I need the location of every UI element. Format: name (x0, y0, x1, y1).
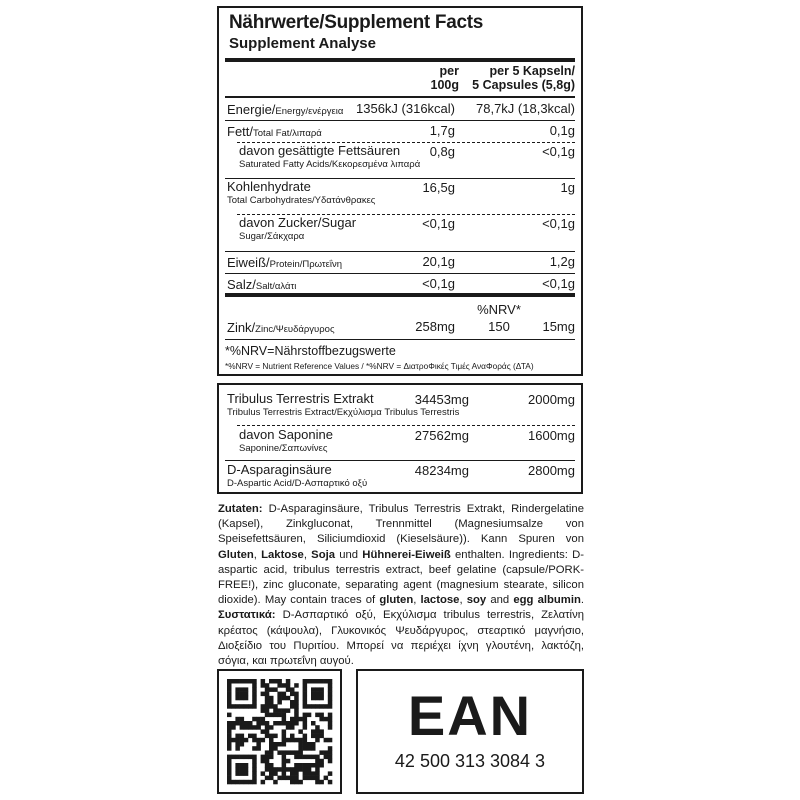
qr-code-icon (219, 671, 340, 792)
value-capsules: 2000mg (528, 392, 575, 407)
value-100g: 27562mg (414, 428, 469, 443)
value-100g: 1356kJ (316kcal) (356, 101, 455, 116)
value-100g: 0,8g (429, 144, 455, 159)
qr-code-box (217, 669, 342, 794)
value-capsules: 1g (560, 180, 575, 195)
table-row: Kohlenhydrate Total Carbohydrates/Υδατάνθρακες (227, 179, 376, 206)
col-header-100g: per 100g (430, 64, 459, 92)
facts-title: Nährwerte/Supplement Facts (229, 12, 484, 33)
value-capsules: 1600mg (528, 428, 575, 443)
value-100g: 1,7g (429, 123, 455, 138)
footnote: *%NRV=Nährstoffbezugswerte (225, 344, 396, 358)
table-row: davon Zucker/Sugar Sugar/Σάκχαρα (239, 215, 357, 242)
value-capsules: <0,1g (542, 276, 575, 291)
facts-subtitle: Supplement Analyse (229, 35, 376, 52)
value-100g: 48234mg (414, 463, 469, 478)
table-row: Energie/Energy/ενέργεια (227, 102, 344, 117)
value-100g: 34453mg (414, 392, 469, 407)
value-capsules: 78,7kJ (18,3kcal) (476, 101, 575, 116)
table-row: davon gesättigte Fettsäuren Saturated Fatty Acids/Κεκορεσμένα λιπαρά (239, 143, 421, 170)
table-row: Salz/Salt/αλάτι (227, 277, 297, 292)
table-row: Tribulus Terrestris Extrakt Tribulus Terrestris Extract/Εκχύλισμα Tribulus Terrestris (227, 391, 460, 418)
value-100g: <0,1g (422, 276, 455, 291)
header-divider (225, 96, 575, 98)
table-row: Zink/Zinc/Ψευδάργυρος (227, 320, 335, 335)
nutrition-facts-panel (217, 6, 583, 376)
footnote-small: *%NRV = Nutrient Reference Values / *%NRV = ΔιατροΦικές Τιμές ΑναΦοράς (ΔΤΑ) (225, 361, 534, 371)
ingredients-label-de: Zutaten: (218, 503, 263, 515)
ean-number: 42 500 313 3084 3 (394, 751, 546, 771)
actives-panel (217, 383, 583, 494)
value-100g: 20,1g (422, 254, 455, 269)
value-capsules: 1,2g (549, 254, 575, 269)
nrv-header: %NRV* (477, 302, 521, 317)
value-nrv: 150 (488, 319, 510, 334)
ean-title: EAN (407, 684, 533, 747)
table-row: davon Saponine Saponine/Σαπωνίνες (239, 427, 333, 454)
value-100g: 16,5g (422, 180, 455, 195)
value-capsules: 2800mg (528, 463, 575, 478)
ingredients-label-gr: Συστατικά: (218, 609, 276, 622)
table-row: Eiweiß/Protein/Πρωτεΐνη (227, 255, 343, 270)
table-row: D-Asparaginsäure D-Aspartic Acid/D-Ασπαρτικό οξύ (227, 462, 368, 489)
ingredients-text: Zutaten: D-Asparaginsäure, Tribulus Terrestris Extrakt, Rindergelatine (Kapsel), Zinkgluconat, Trennmittel (Magnesiumsalze von Speisefettsäuren, Siliciumdioxid (Kieselsäure)). Kann Spuren von Gluten, Laktose, Soja und Hühnerei-Eiweiß enthalten. Ingredients: D-aspartic acid, tribulus terrestris extract, beef gelatine (capsule/PORK-FREE!), zinc gluconate, separating agent (magnesium stearate, silicon dioxide). May contain traces of gluten, lactose, soy and egg albumin. Συστατικά: D-Ασπαρτικό οξύ, Εκχύλισμα tribulus terrestris, Ζελατίνη κρέατος (κάψουλα), Γλυκονικός Ψευδάργυρος, στεαρτικό μαγνήσιο, Διοξείδιο του Πυριτίου. Μπορεί να περιέχει ίχνη γλουτένη, λακτόζη, σόγια, και πρωτεΐνη αυγού. (218, 503, 585, 668)
value-capsules: <0,1g (542, 216, 575, 231)
value-100g: 258mg (415, 319, 455, 334)
table-row: Fett/Total Fat/λιπαρά (227, 124, 322, 139)
value-capsules: 0,1g (549, 123, 575, 138)
value-100g: <0,1g (422, 216, 455, 231)
col-header-capsules: per 5 Kapseln/ 5 Capsules (5,8g) (472, 64, 575, 92)
thick-divider (225, 58, 575, 62)
ean-box (356, 669, 584, 794)
value-capsules: <0,1g (542, 144, 575, 159)
value-capsules: 15mg (542, 319, 575, 334)
